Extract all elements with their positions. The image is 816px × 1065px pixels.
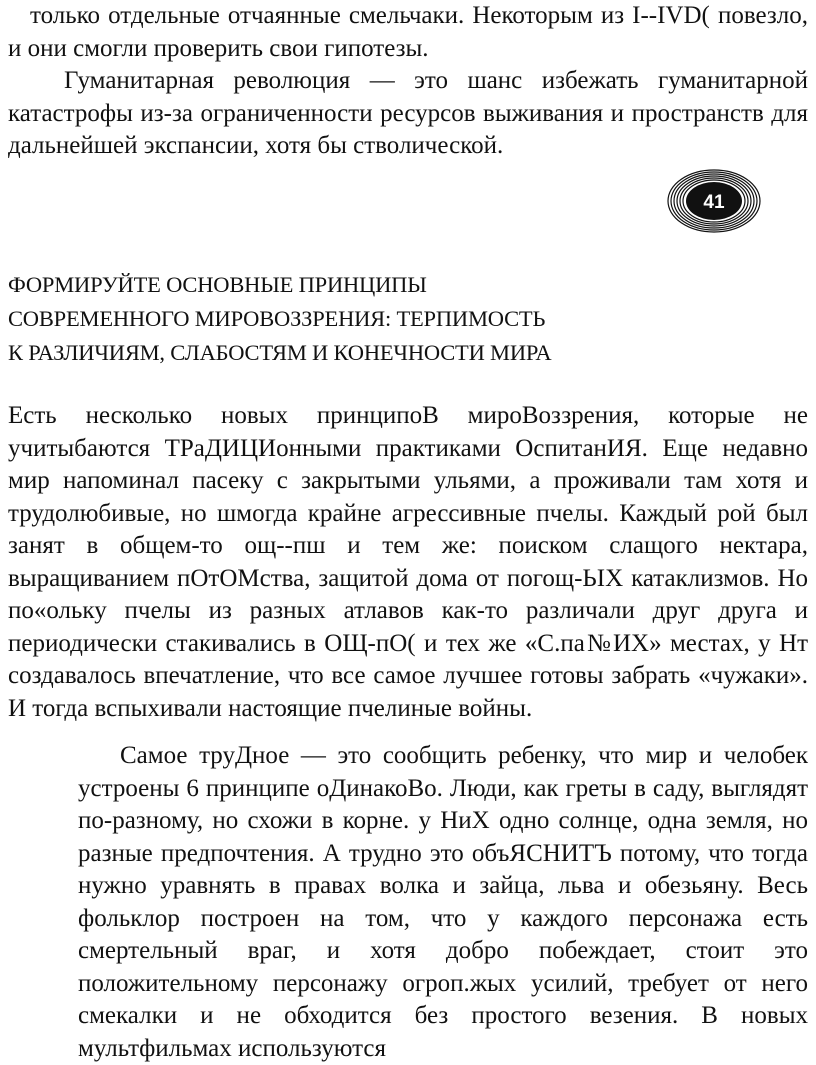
badge-seal-icon — [665, 168, 763, 234]
paragraph-4: Самое труДное — это сообщить ребенку, что мир и челобек устроены 6 принципе оДинакоВо. Люди, как греты в саду, выглядят по-разному, но схожи в корне. у НиХ одно солнце, одна земля, но разные предпочтения. А трудно это объЯСНИТЪ потому, что тогда нужно уравнять в правах волка и зайца, льва и обезьяну. Весь фольклор построен на том, что у каждого персонажа есть смертельный враг, и хотя добро побеждает, стоит это положительному персонажу огроп.жых усилий, требует от него смекалки и не обходится без простого везения. В новых мультфильмах используются — [78, 742, 808, 1062]
paragraph-3: Есть несколько новых принципоВ мироВоззрения, которые не учитыбаются ТРаДИЦИонными практиками ОспитанИЯ. Еще недавно мир напоминал пасеку с закрытыми ульями, а проживали там хотя и трудолюбивые, но шмогда крайне агрессивные пчелы. Каждый рой был занят в общем-то ощ--пш и тем же: поиском слащого нектара, выращиванием пОтОМства, защитой дома от погощ-ЬIХ катаклизмов. Но по«ольку пчелы из разных атлавов как-то различали друг друга и периодически стакивались в ОЩ-пО( и тех же «С.па№ИХ» местах, у Нт создавалось впечатление, что все самое лучшее готовы забрать «чужаки». И тогда вспыхивали настоящие пчелиные войны. — [8, 402, 808, 722]
paragraph-2: Гуманитарная революция — это шанс избежать гуманитарной катастрофы из-за ограниченности ресурсов выживания и пространств для дальнейшей экспансии, хотя бы стволической. — [8, 67, 808, 159]
paragraph-1: только отдельные отчаянные смельчаки. Некоторым из I--IVD( повезло, и они смогли проверить свои гипотезы. — [8, 2, 808, 62]
page-number-text: 41 — [703, 192, 725, 213]
heading-line-1: ФОРМИРУЙТЕ ОСНОВНЫЕ ПРИНЦИПЫ — [8, 272, 427, 297]
page-number-badge — [665, 168, 763, 234]
heading-line-3: К РАЗЛИЧИЯМ, СЛАБОСТЯМ И КОНЕЧНОСТИ МИРА — [8, 340, 552, 365]
section-heading — [8, 268, 808, 370]
heading-line-2: СОВРЕМЕННОГО МИРОВОЗЗРЕНИЯ: ТЕРПИМОСТЬ — [8, 306, 546, 331]
